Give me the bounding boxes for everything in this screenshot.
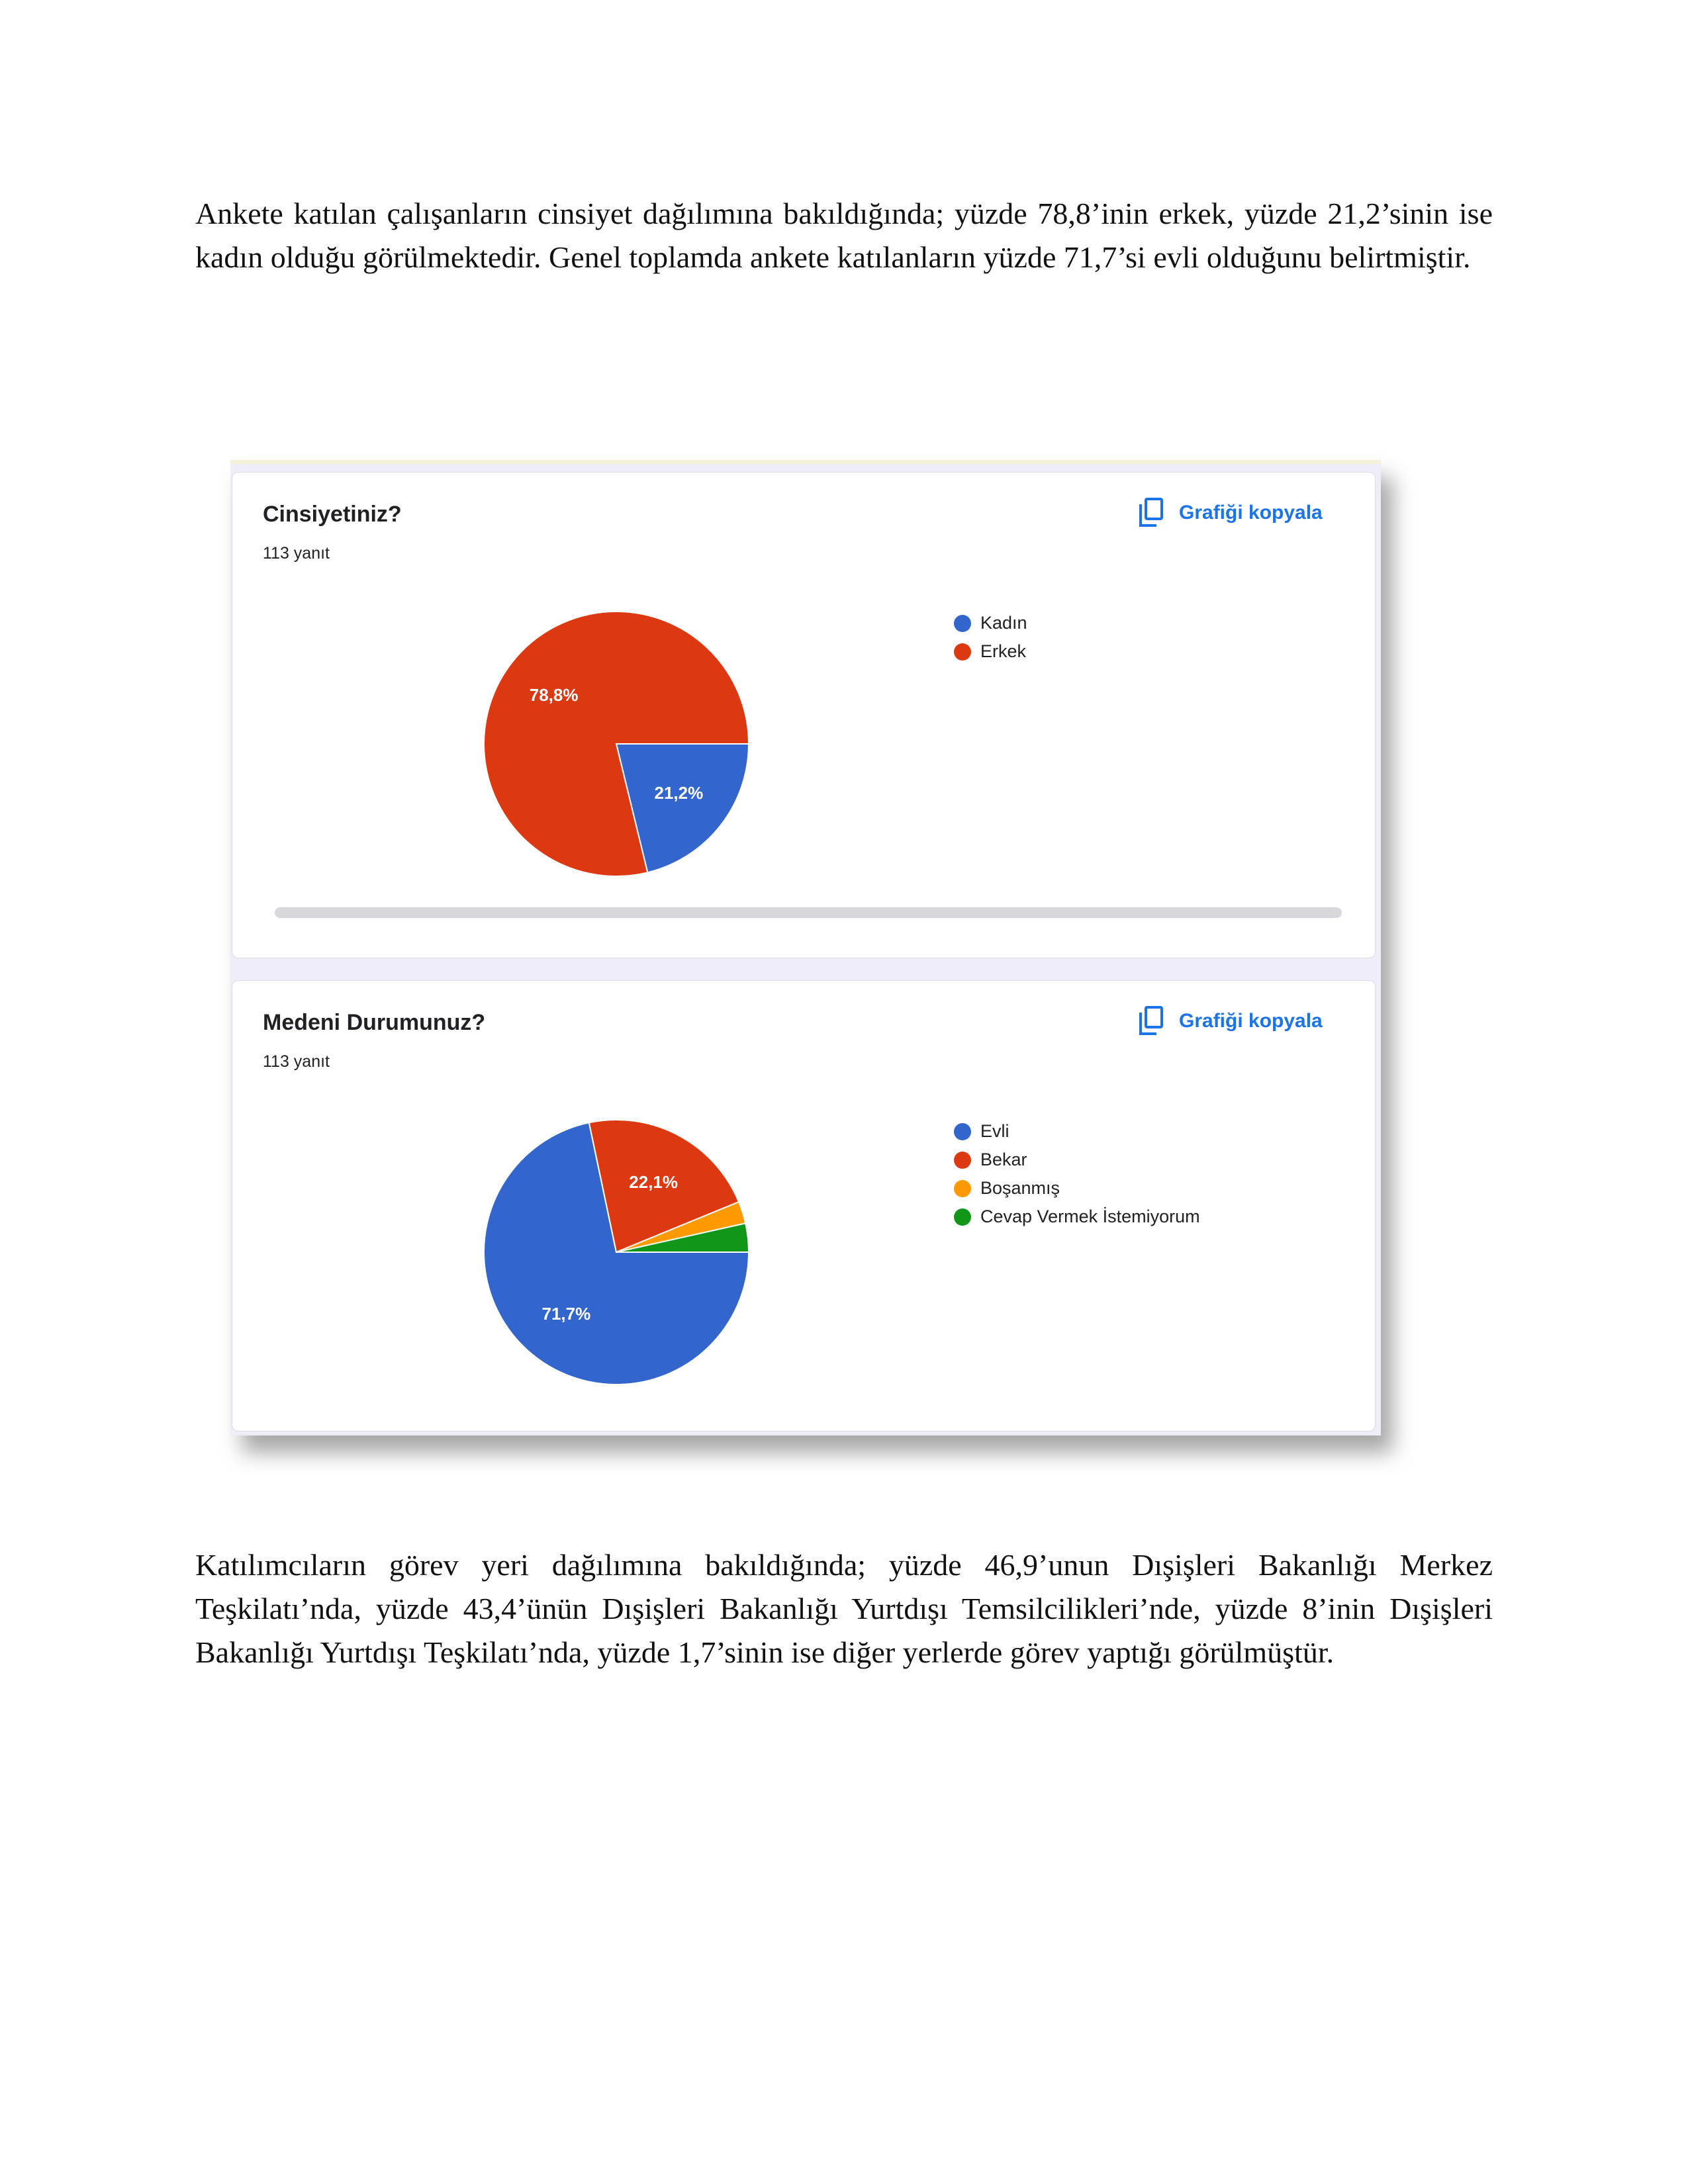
chart-title: Cinsiyetiniz? [263,502,402,527]
slice-label-evli: 71,7% [541,1304,591,1324]
pie-chart-gender [477,605,755,883]
forms-results-screenshot [230,460,1381,1435]
copy-chart-button[interactable] [1138,498,1323,528]
legend-item-evli[interactable] [954,1117,1200,1146]
legend-label: Erkek [980,641,1027,661]
response-count: 113 yanıt [263,1052,330,1071]
copy-chart-label: Grafiği kopyala [1179,1010,1323,1032]
slice-label-kadin: 21,2% [654,783,704,803]
copy-icon [1138,1006,1164,1036]
legend-color-dot [954,1123,971,1140]
chart-legend [954,609,1027,666]
paragraph-gender-summary: Ankete katılan çalışanların cinsiyet dağılımına bakıldığında; yüzde 78,8’inin erkek, yüzde 21,2’sinin ise kadın olduğu görülmektedir. Genel toplamda ankete katılanların yüzde 71,7’si evli olduğunu belirtmiştir. [195,197,1493,274]
legend-item-bekar[interactable] [954,1146,1200,1174]
legend-color-dot [954,1180,971,1197]
paragraph-duty-location-summary: Katılımcıların görev yeri dağılımına bakıldığında; yüzde 46,9’unun Dışişleri Bakanlığı Merkez Teşkilatı’nda, yüzde 43,4’ünün Dışişleri Bakanlığı Yurtdışı Temsilcilikleri’nde, yüzde 8’inin Dışişleri Bakanlığı Yurtdışı Teşkilatı’nda, yüzde 1,7’sinin ise diğer yerlerde görev yaptığı görülmüştür. [195,1548,1493,1669]
legend-item-erkek[interactable] [954,637,1027,666]
chart-card-gender [232,472,1376,958]
legend-color-dot [954,1208,971,1226]
copy-chart-label: Grafiği kopyala [1179,502,1323,523]
chart-card-marital-status [232,980,1376,1432]
legend-item-bosanmis[interactable] [954,1174,1200,1203]
legend-item-cevap-vermek-istemiyorum[interactable] [954,1203,1200,1231]
chart-legend [954,1117,1200,1231]
legend-label: Evli [980,1121,1009,1141]
legend-label: Cevap Vermek İstemiyorum [980,1206,1200,1226]
chart-title: Medeni Durumunuz? [263,1010,486,1035]
legend-label: Kadın [980,613,1027,633]
legend-color-dot [954,1152,971,1169]
response-count: 113 yanıt [263,544,330,563]
horizontal-scrollbar[interactable] [275,907,1342,918]
slice-label-erkek: 78,8% [529,684,579,705]
legend-color-dot [954,615,971,632]
pie-chart-marital-status [477,1113,755,1391]
legend-color-dot [954,643,971,660]
copy-icon [1138,498,1164,528]
slice-label-bekar: 22,1% [629,1171,679,1192]
legend-label: Boşanmış [980,1178,1060,1198]
legend-label: Bekar [980,1150,1027,1169]
copy-chart-button[interactable] [1138,1006,1323,1036]
legend-item-kadin[interactable] [954,609,1027,637]
